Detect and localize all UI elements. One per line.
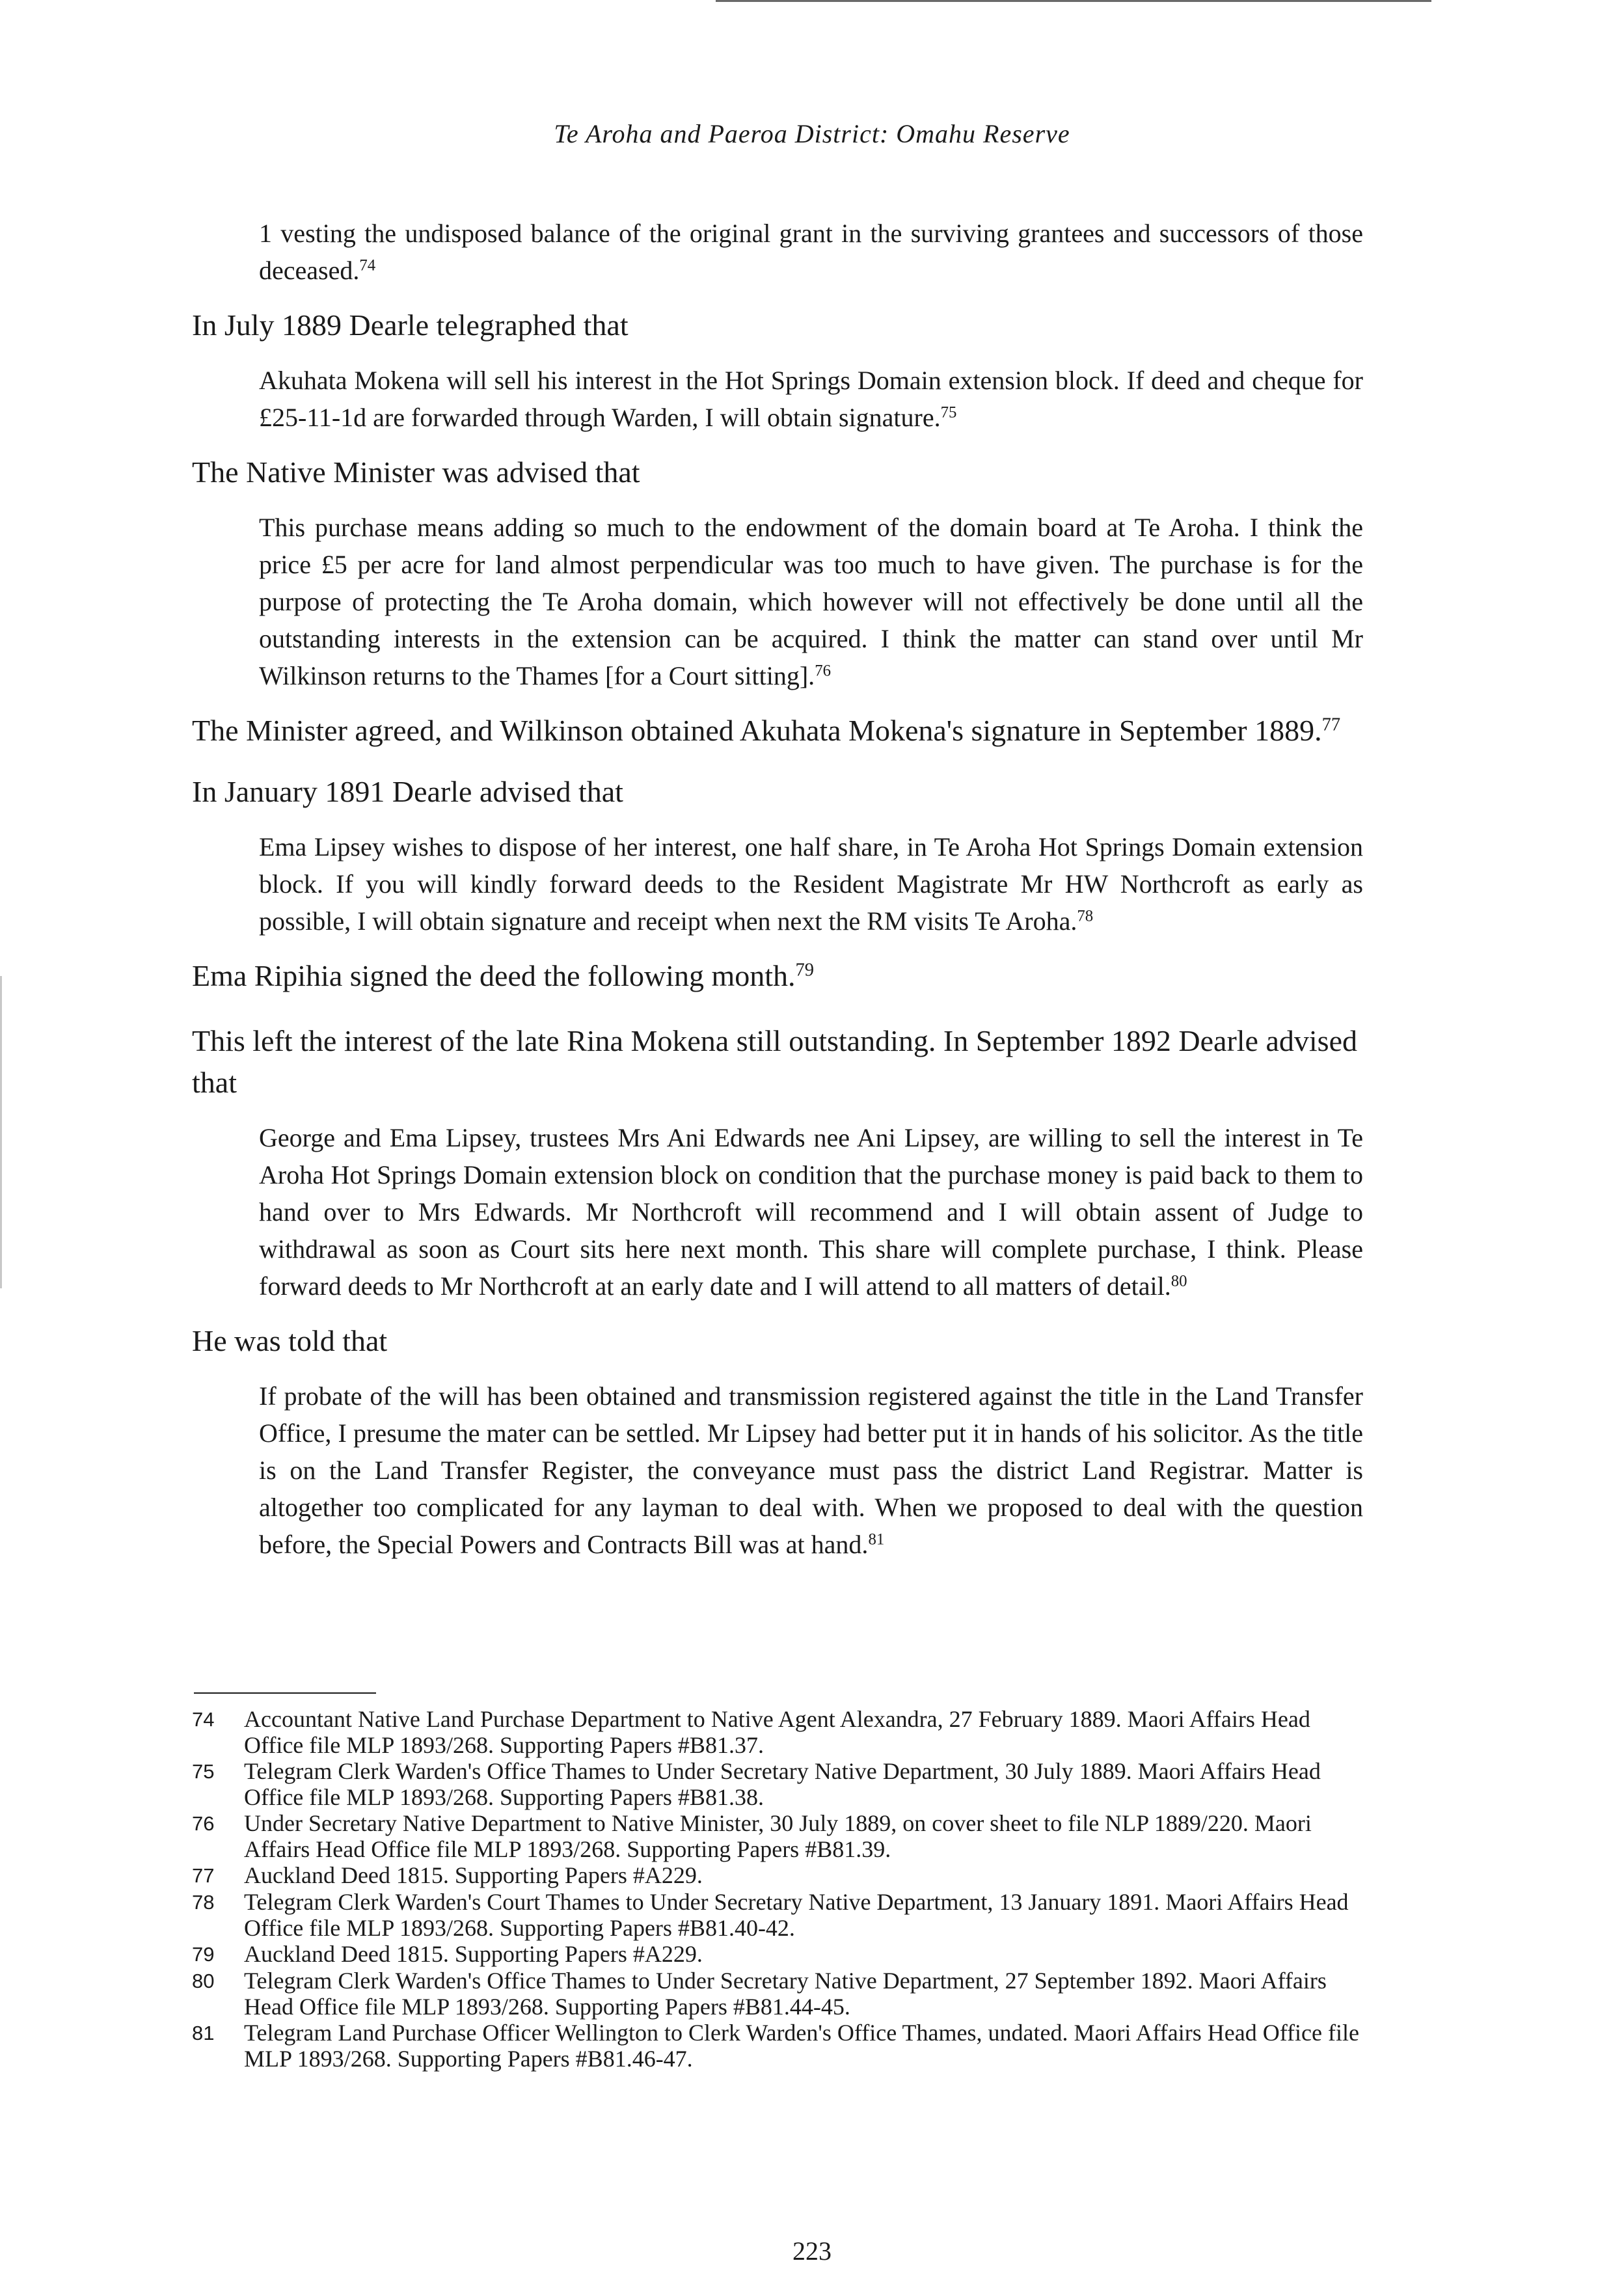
footnote-ref[interactable]: 81 bbox=[868, 1530, 885, 1549]
footnote-item bbox=[192, 1941, 1363, 1968]
block-quote bbox=[259, 1377, 1363, 1563]
running-head: Te Aroha and Paeroa District: Omahu Reserve bbox=[554, 119, 1070, 148]
lead-paragraph bbox=[192, 710, 1363, 752]
footnote-item bbox=[192, 1758, 1363, 1810]
footnote-rule bbox=[194, 1692, 376, 1694]
footnote-ref[interactable]: 79 bbox=[795, 960, 815, 981]
block-quote bbox=[259, 828, 1363, 940]
block-quote bbox=[259, 215, 1363, 289]
footnote-number: 81 bbox=[192, 2022, 215, 2044]
footnote-text: Telegram Clerk Warden's Court Thames to Under Secretary Native Department, 13 January 1891. Maori Affairs Head Office file MLP 1893/268. Supporting Papers #B81.40-42. bbox=[244, 1889, 1349, 1941]
body-text bbox=[192, 215, 1363, 1563]
footnote-item bbox=[192, 1889, 1363, 1941]
paragraph-text: The Native Minister was advised that bbox=[192, 455, 640, 489]
footnote-item bbox=[192, 1810, 1363, 1862]
lead-paragraph bbox=[192, 452, 1363, 493]
paragraph-text: He was told that bbox=[192, 1324, 388, 1357]
top-rule bbox=[716, 0, 1431, 2]
footnote-item bbox=[192, 1706, 1363, 1758]
lead-paragraph bbox=[192, 955, 1363, 997]
footnote-item bbox=[192, 1968, 1363, 2020]
footnotes bbox=[192, 1706, 1363, 2072]
paragraph-text: The Minister agreed, and Wilkinson obtained Akuhata Mokena's signature in September 1889. bbox=[192, 714, 1322, 747]
footnote-text: Telegram Clerk Warden's Office Thames to Under Secretary Native Department, 30 July 1889. Maori Affairs Head Office file MLP 1893/268. Supporting Papers #B81.38. bbox=[244, 1758, 1321, 1810]
footnote-item bbox=[192, 1862, 1363, 1889]
scan-edge-shadow bbox=[0, 976, 2, 1288]
quote-text: Ema Lipsey wishes to dispose of her interest, one half share, in Te Aroha Hot Springs Domain extension block. If you will kindly forward deeds to the Resident Magistrate Mr HW Northcroft as early as possible, I will obtain signature and receipt when next the RM visits Te Aroha. bbox=[259, 832, 1363, 936]
block-quote bbox=[259, 1119, 1363, 1305]
paragraph-text: Ema Ripihia signed the deed the following month. bbox=[192, 959, 796, 992]
footnote-item bbox=[192, 2020, 1363, 2072]
paragraph-text: This left the interest of the late Rina Mokena still outstanding. In September 1892 Dearle advised that bbox=[192, 1024, 1357, 1099]
quote-text: Akuhata Mokena will sell his interest in the Hot Springs Domain extension block. If deed and cheque for £25-11-1d are forwarded through Warden, I will obtain signature. bbox=[259, 366, 1363, 432]
footnote-text: Accountant Native Land Purchase Department to Native Agent Alexandra, 27 February 1889. Maori Affairs Head Office file MLP 1893/268. Supporting Papers #B81.37. bbox=[244, 1706, 1310, 1758]
footnote-number: 80 bbox=[192, 1970, 215, 1992]
page-number: 223 bbox=[792, 2236, 832, 2266]
footnote-number: 79 bbox=[192, 1943, 215, 1966]
footnote-number: 76 bbox=[192, 1812, 215, 1835]
paragraph-text: In January 1891 Dearle advised that bbox=[192, 775, 623, 808]
lead-paragraph bbox=[192, 1020, 1363, 1104]
footnote-ref[interactable]: 75 bbox=[940, 403, 957, 422]
quote-text: George and Ema Lipsey, trustees Mrs Ani Edwards nee Ani Lipsey, are willing to sell the interest in Te Aroha Hot Springs Domain extension block on condition that the purchase money is paid back to them to hand over to Mrs Edwards. Mr Northcroft will recommend and I will obtain assent of Judge to withdrawal as soon as Court sits here next month. This share will complete purchase, I think. Please forward deeds to Mr Northcroft at an early date and I will attend to all matters of detail. bbox=[259, 1123, 1363, 1301]
paragraph-text: In July 1889 Dearle telegraphed that bbox=[192, 308, 629, 342]
lead-paragraph bbox=[192, 1320, 1363, 1362]
lead-paragraph bbox=[192, 771, 1363, 813]
footnote-number: 77 bbox=[192, 1864, 215, 1887]
lead-paragraph bbox=[192, 305, 1363, 346]
footnote-ref[interactable]: 80 bbox=[1171, 1272, 1187, 1290]
quote-text: If probate of the will has been obtained and transmission registered against the title in the Land Transfer Office, I presume the mater can be settled. Mr Lipsey had better put it in hands of his solicitor. As the title is on the Land Transfer Register, the conveyance must pass the district Land Registrar. Matter is altogether too complicated for any layman to deal with. When we proposed to deal with the question before, the Special Powers and Contracts Bill was at hand. bbox=[259, 1381, 1363, 1559]
footnote-text: Auckland Deed 1815. Supporting Papers #A229. bbox=[244, 1862, 703, 1888]
footnote-ref[interactable]: 76 bbox=[815, 662, 831, 680]
footnote-text: Telegram Clerk Warden's Office Thames to Under Secretary Native Department, 27 September 1892. Maori Affairs Head Office file MLP 1893/268. Supporting Papers #B81.44-45. bbox=[244, 1968, 1327, 2020]
quote-text: This purchase means adding so much to the endowment of the domain board at Te Aroha. I think the price £5 per acre for land almost perpendicular was too much to have given. The purchase is for the purpose of protecting the Te Aroha domain, which however will not effectively be done until all the outstanding interests in the extension can be acquired. I think the matter can stand over until Mr Wilkinson returns to the Thames [for a Court sitting]. bbox=[259, 513, 1363, 690]
footnote-text: Under Secretary Native Department to Native Minister, 30 July 1889, on cover sheet to file NLP 1889/220. Maori Affairs Head Office file MLP 1893/268. Supporting Papers #B81.39. bbox=[244, 1810, 1312, 1862]
block-quote bbox=[259, 362, 1363, 436]
footnote-ref[interactable]: 78 bbox=[1077, 907, 1094, 925]
footnote-text: Telegram Land Purchase Officer Wellington to Clerk Warden's Office Thames, undated. Maori Affairs Head Office file MLP 1893/268. Supporting Papers #B81.46-47. bbox=[244, 2020, 1359, 2072]
footnote-number: 78 bbox=[192, 1891, 215, 1914]
footnote-number: 74 bbox=[192, 1708, 215, 1731]
footnote-number: 75 bbox=[192, 1760, 215, 1783]
footnote-text: Auckland Deed 1815. Supporting Papers #A229. bbox=[244, 1941, 703, 1967]
footnote-ref[interactable]: 77 bbox=[1321, 714, 1341, 735]
quote-text: 1 vesting the undisposed balance of the original grant in the surviving grantees and successors of those deceased. bbox=[259, 219, 1363, 285]
block-quote bbox=[259, 509, 1363, 694]
footnote-ref[interactable]: 74 bbox=[359, 256, 376, 275]
